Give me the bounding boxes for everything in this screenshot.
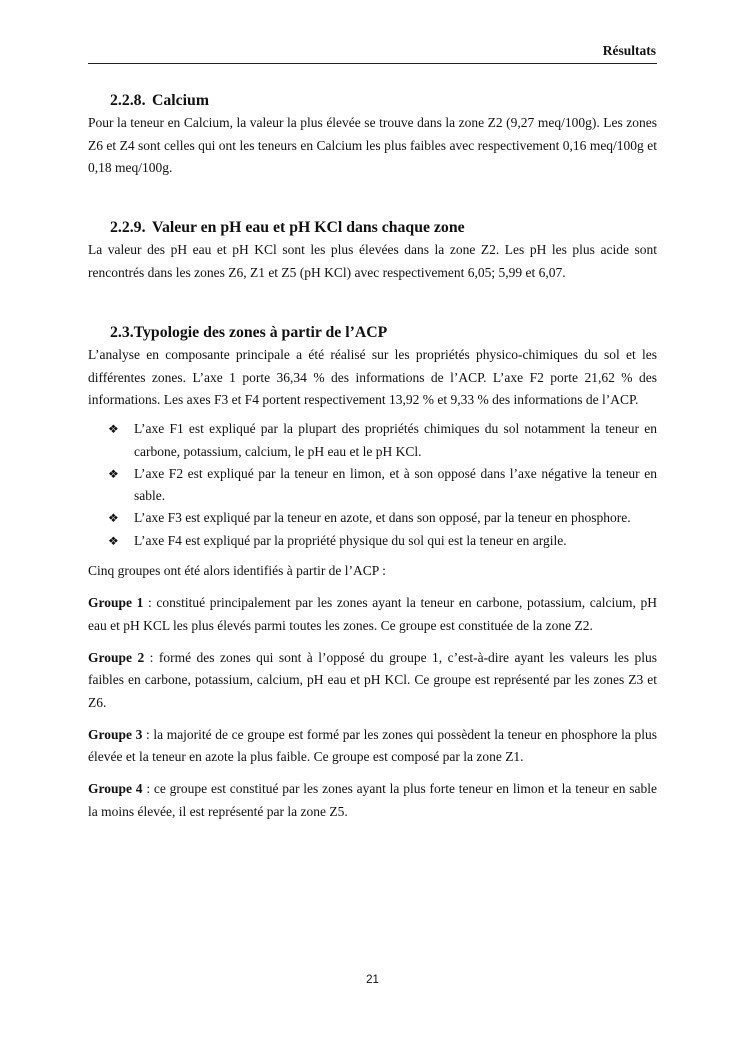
axis-bullet-list [88, 418, 657, 552]
list-item: ❖ L’axe F4 est expliqué par la propriété physique du sol qui est la teneur en argile. [88, 530, 657, 552]
paragraph-group-1: Groupe 1 : constitué principalement par les zones ayant la teneur en carbone, potassium, calcium, pH eau et pH KCL les plus élevés parmi toutes les zones. Ce groupe est constituée de la zone Z2. [88, 595, 657, 633]
diamond-bullet-icon: ❖ [108, 511, 119, 526]
heading-title: Calcium [152, 92, 209, 109]
paragraph-group-2: Groupe 2 : formé des zones qui sont à l’opposé du groupe 1, c’est-à-dire ayant les valeurs les plus faibles en carbone, potassium, calcium, pH eau et pH KCl. Ce groupe est représenté par les zones Z3 et Z6. [88, 649, 657, 710]
diamond-bullet-icon: ❖ [108, 533, 119, 548]
list-item: ❖ L’axe F3 est expliqué par la teneur en azote, et dans son opposé, par la teneur en phosphore. [88, 507, 657, 529]
header-rule [88, 63, 657, 64]
group-label: Groupe 4 [88, 781, 143, 797]
heading-title: Typologie des zones à partir de l’ACP [133, 324, 388, 342]
paragraph-summary: Cinq groupes ont été alors identifiés à partir de l’ACP : [88, 563, 386, 579]
heading-title: Valeur en pH eau et pH KCl dans chaque zone [152, 219, 465, 237]
list-item: ❖ L’axe F2 est expliqué par la teneur en limon, et à son opposé dans l’axe négative la teneur en sable. [88, 463, 657, 508]
paragraph-group-4: Groupe 4 : ce groupe est constitué par les zones ayant la plus forte teneur en limon et la teneur en sable la moins élevée, il est représenté par la zone Z5. [88, 781, 657, 819]
paragraph-acp-intro: L’analyse en composante principale a été réalisé sur les propriétés physico-chimiques du sol et les différentes zones. L’axe 1 porte 36,34 % des informations de l’ACP. L’axe F2 porte 21,62 % des informations. Les axes F3 et F4 portent respectivement 13,92 % et 9,33 % des informations de l’ACP. [88, 347, 657, 407]
page-number: 21 [366, 974, 379, 986]
diamond-bullet-icon: ❖ [108, 422, 119, 437]
paragraph-ph: La valeur des pH eau et pH KCl sont les plus élevées dans la zone Z2. Les pH les plus acide sont rencontrés dans les zones Z6, Z1 et Z5 (pH KCl) avec respectivement 6,05; 5,99 et 6,07. [88, 242, 657, 280]
heading-number: 2.3. [110, 324, 134, 342]
group-label: Groupe 2 [88, 649, 145, 665]
page-content [88, 90, 657, 823]
paragraph-group-3: Groupe 3 : la majorité de ce groupe est formé par les zones qui possèdent la teneur en phosphore la plus élevée et la teneur en azote la plus faible. Ce groupe est composé par la zone Z1. [88, 726, 657, 765]
heading-calcium [88, 90, 657, 112]
paragraph-calcium: Pour la teneur en Calcium, la valeur la plus élevée se trouve dans la zone Z2 (9,27 meq/100g). Les zones Z6 et Z4 sont celles qui ont les teneurs en Calcium les plus faibles avec respectivement 0,16 meq/100g et 0,18 meq/100g. [88, 115, 657, 175]
heading-number: 2.2.8. [110, 92, 146, 109]
heading-acp [88, 322, 657, 344]
header-title: Résultats [602, 43, 656, 58]
heading-ph [88, 217, 657, 239]
heading-number: 2.2.9. [110, 219, 146, 237]
group-label: Groupe 1 [88, 595, 144, 611]
group-label: Groupe 3 [88, 726, 143, 742]
diamond-bullet-icon: ❖ [108, 466, 119, 481]
list-item: ❖ L’axe F1 est expliqué par la plupart des propriétés chimiques du sol notamment la teneur en carbone, potassium, calcium, le pH eau et le pH KCl. [88, 418, 657, 463]
